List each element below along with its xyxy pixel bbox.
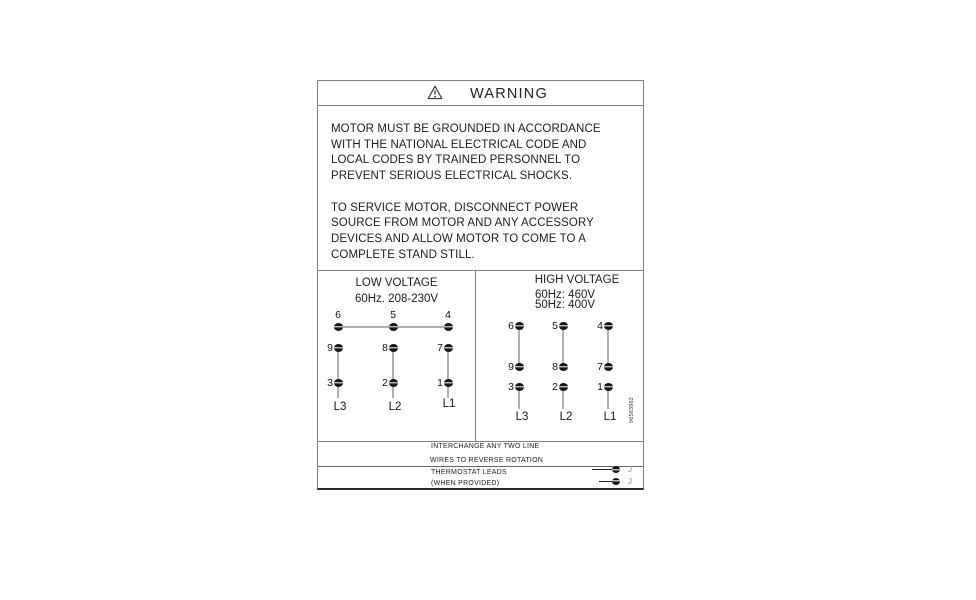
- part-number: 96563962: [629, 396, 635, 424]
- warning-triangle-icon: [427, 85, 443, 100]
- line-label: L2: [388, 401, 402, 413]
- terminal-screw: [444, 344, 453, 352]
- line-label: L3: [515, 411, 529, 423]
- terminal-number: 6: [335, 309, 341, 321]
- diagram-top-divider: [318, 270, 643, 271]
- thermostat-lead-wire: [592, 469, 613, 470]
- line-label: L2: [559, 411, 573, 423]
- terminal-number: 2: [382, 377, 388, 389]
- terminal-screw: [559, 383, 568, 391]
- terminal-number: 3: [327, 377, 333, 389]
- terminal-screw: [334, 323, 343, 331]
- warning-text-block: [331, 122, 631, 263]
- warning-line: TO SERVICE MOTOR, DISCONNECT POWER: [331, 201, 579, 214]
- thermostat-leads-line1: THERMOSTAT LEADS: [431, 468, 507, 476]
- low-voltage-rating: 60Hz. 208-230V: [354, 293, 439, 305]
- warning-line: COMPLETE STAND STILL.: [331, 248, 475, 261]
- warning-line: MOTOR MUST BE GROUNDED IN ACCORDANCE: [331, 123, 601, 135]
- terminal-number: 4: [445, 309, 451, 321]
- terminal-screw: [515, 322, 524, 330]
- terminal-screw: [389, 344, 398, 352]
- wire: [607, 326, 609, 367]
- thermostat-lead-terminal: [612, 466, 620, 473]
- terminal-screw: [559, 363, 568, 371]
- terminal-number: 5: [390, 309, 396, 321]
- terminal-number: 7: [437, 342, 443, 354]
- wire: [392, 348, 394, 398]
- terminal-screw: [389, 323, 398, 331]
- wire: [518, 326, 520, 367]
- rotation-note-line1: INTERCHANGE ANY TWO LINE: [431, 442, 540, 450]
- thermostat-lead-label: J: [628, 465, 632, 474]
- terminal-screw: [334, 344, 343, 352]
- low-voltage-title: LOW VOLTAGE: [355, 277, 438, 289]
- terminal-screw: [334, 379, 343, 387]
- terminal-number: 7: [597, 361, 603, 373]
- warning-line: LOCAL CODES BY TRAINED PERSONNEL TO: [331, 154, 581, 167]
- thermostat-lead-wire: [599, 481, 613, 482]
- warning-line: WITH THE NATIONAL ELECTRICAL CODE AND: [331, 138, 587, 151]
- line-label: L1: [442, 398, 456, 410]
- header-divider: [318, 105, 643, 106]
- thermostat-lead-label: J: [628, 476, 632, 486]
- high-voltage-rating-50hz: 50Hz: 400V: [534, 298, 596, 311]
- wire: [337, 348, 339, 398]
- terminal-number: 8: [382, 342, 388, 354]
- high-voltage-title: HIGH VOLTAGE: [534, 274, 620, 286]
- thermostat-leads-line2: (WHEN PROVIDED): [431, 479, 500, 487]
- terminal-number: 5: [552, 320, 558, 332]
- terminal-screw: [559, 322, 568, 330]
- terminal-number: 4: [597, 320, 603, 332]
- terminal-screw: [515, 383, 524, 391]
- warning-paragraph-1: [331, 122, 631, 185]
- terminal-number: 2: [552, 381, 558, 393]
- terminal-number: 9: [508, 361, 514, 373]
- terminal-number: 9: [327, 342, 333, 354]
- wire: [447, 348, 449, 398]
- wire: [562, 326, 564, 367]
- terminal-screw: [604, 363, 613, 371]
- terminal-number: 3: [508, 381, 514, 393]
- terminal-number: 1: [597, 381, 603, 393]
- line-label: L3: [333, 401, 347, 413]
- terminal-screw: [515, 363, 524, 371]
- terminal-screw: [444, 379, 453, 387]
- terminal-screw: [604, 383, 613, 391]
- voltage-section-divider: [475, 270, 476, 441]
- line-label: L1: [603, 411, 617, 423]
- warning-title: WARNING: [470, 86, 548, 102]
- warning-line: DEVICES AND ALLOW MOTOR TO COME TO A: [331, 232, 586, 245]
- terminal-number: 1: [437, 377, 443, 389]
- rotation-note-line2: WIRES TO REVERSE ROTATION: [430, 457, 544, 464]
- high-voltage-rating-60hz: 60Hz: 460V: [534, 289, 596, 301]
- warning-line: SOURCE FROM MOTOR AND ANY ACCESSORY: [331, 217, 594, 230]
- warning-line: PREVENT SERIOUS ELECTRICAL SHOCKS.: [331, 170, 573, 183]
- footer-divider-2: [318, 466, 643, 467]
- warning-paragraph-2: [331, 201, 631, 264]
- terminal-number: 6: [508, 320, 514, 332]
- terminal-number: 8: [552, 361, 558, 373]
- motor-warning-label: [317, 80, 644, 490]
- terminal-screw: [389, 379, 398, 387]
- terminal-screw: [604, 322, 613, 330]
- thermostat-lead-terminal: [612, 478, 620, 485]
- terminal-screw: [444, 323, 453, 331]
